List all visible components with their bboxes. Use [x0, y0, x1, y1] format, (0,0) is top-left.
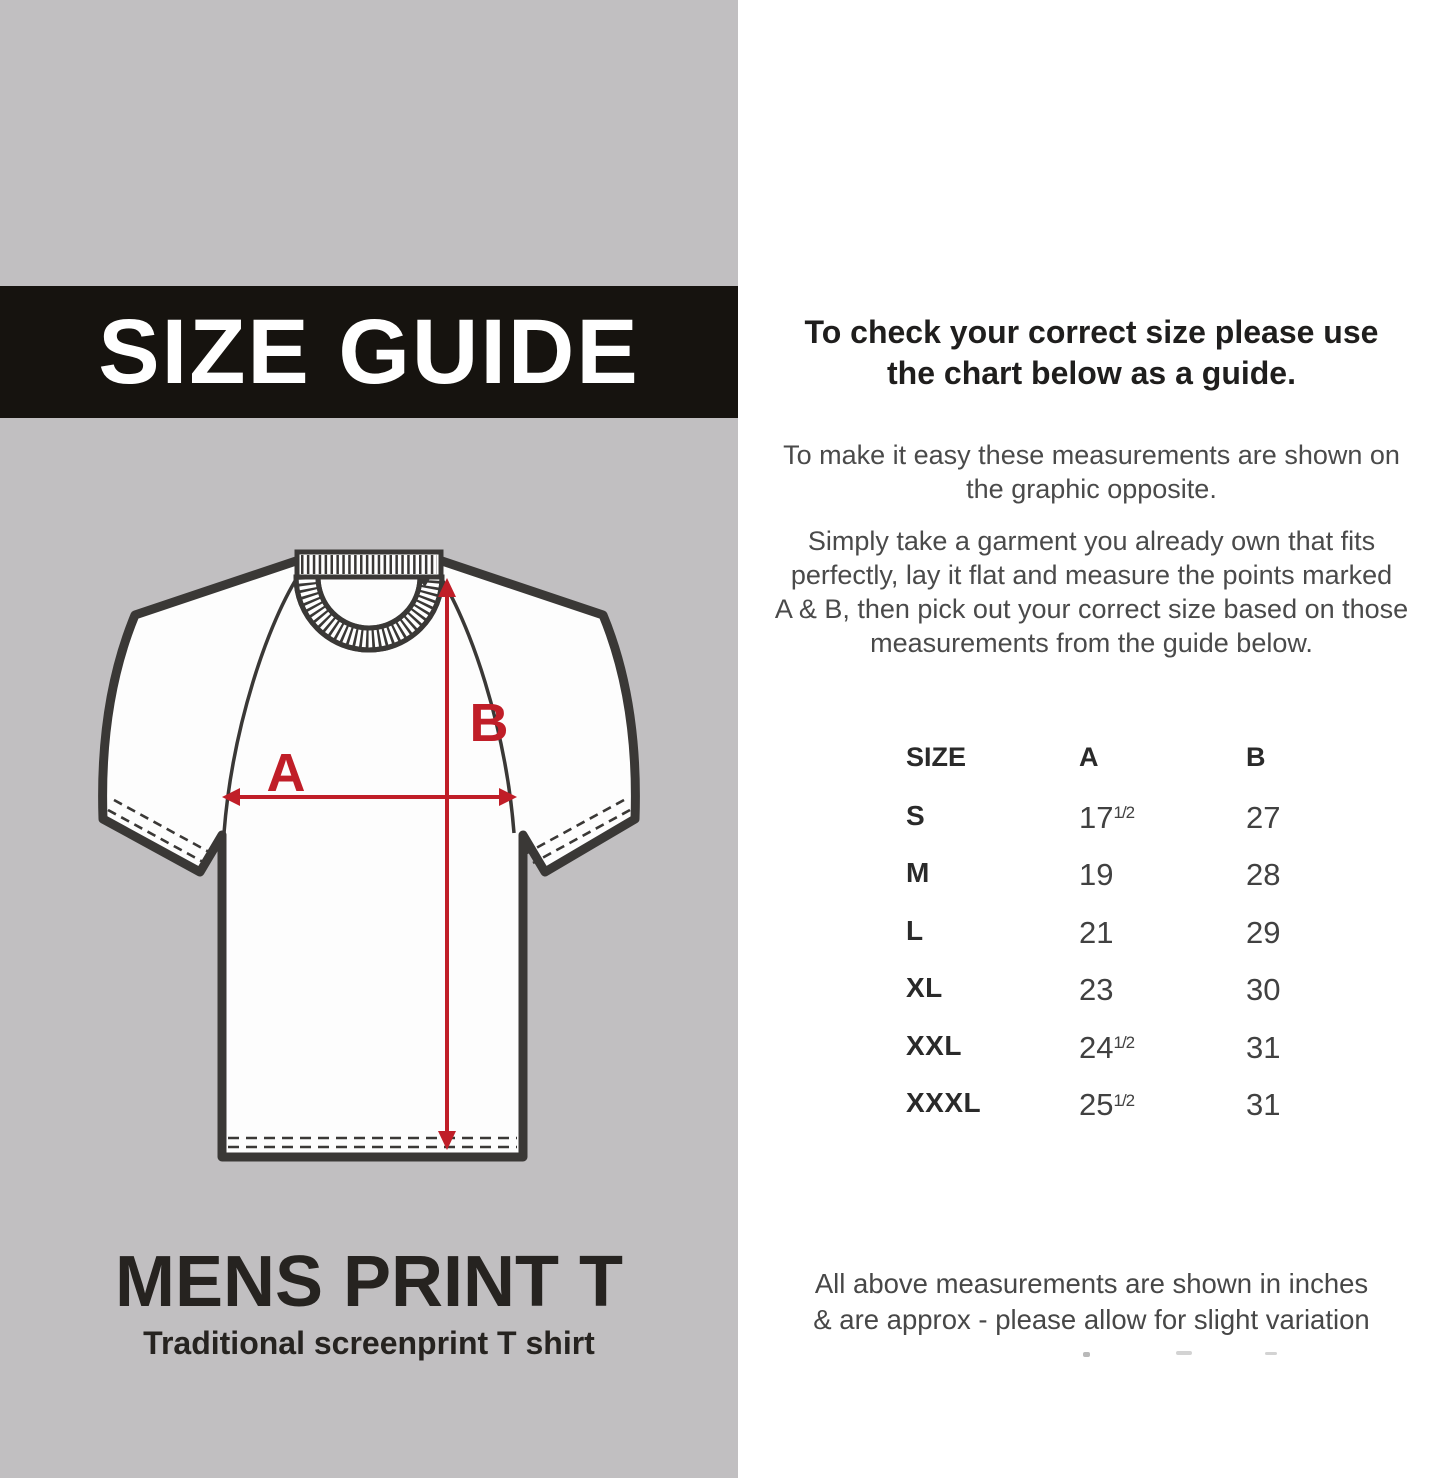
header-a: A — [1079, 742, 1099, 772]
instructions-line-1: Simply take a garment you already own that fits — [807, 526, 1376, 556]
instructions-line-2: perfectly, lay it flat and measure the points marked — [790, 560, 1393, 590]
measure-label-b: B — [469, 693, 509, 753]
tshirt-measurement-diagram — [85, 530, 665, 1190]
value-b: 31 — [1246, 1029, 1281, 1065]
value-b: 27 — [1246, 799, 1281, 835]
value-b: 28 — [1246, 857, 1281, 892]
remnant-mark — [1176, 1351, 1192, 1355]
value-a: $25^{1/2}$ — [1079, 1087, 1135, 1122]
table-row — [906, 972, 1346, 1030]
measure-label-a: A — [266, 743, 306, 803]
right-panel — [738, 0, 1445, 1478]
size-label: XL — [906, 972, 943, 1003]
footnote-line-1: All above measurements are shown in inches — [814, 1268, 1369, 1299]
value-a: $17^{1/2}$ — [1079, 799, 1135, 835]
header-size: SIZE — [906, 742, 967, 772]
table-row — [906, 915, 1346, 973]
intro-line-1: To make it easy these measurements are shown on — [783, 440, 1400, 470]
product-title: MENS PRINT T — [114, 1242, 623, 1322]
size-label: S — [906, 799, 926, 831]
value-b: 29 — [1246, 914, 1281, 950]
value-b: 31 — [1246, 1087, 1281, 1122]
header-b: B — [1246, 742, 1266, 772]
value-b: 30 — [1246, 972, 1281, 1007]
instructions-paragraph — [752, 524, 1431, 660]
size-label: L — [906, 914, 924, 946]
instructions-line-4: measurements from the guide below. — [870, 628, 1313, 658]
size-table-header-row — [906, 742, 1346, 800]
footnote-line-2: & are approx - please allow for slight variation — [813, 1304, 1370, 1335]
size-label: XXL — [906, 1029, 962, 1061]
remnant-mark — [1083, 1352, 1090, 1357]
table-row — [906, 1030, 1346, 1088]
measurements-footnote — [752, 1266, 1431, 1338]
heading-line-1: To check your correct size please use — [804, 314, 1379, 350]
table-row — [906, 800, 1346, 858]
size-label: M — [906, 857, 930, 888]
product-subtitle: Traditional screenprint T shirt — [143, 1325, 595, 1361]
size-guide-title: SIZE GUIDE — [98, 301, 640, 403]
intro-paragraph — [752, 438, 1431, 506]
value-a: $24^{1/2}$ — [1079, 1029, 1135, 1065]
intro-line-2: the graphic opposite. — [966, 474, 1217, 504]
remnant-mark — [1265, 1352, 1277, 1355]
heading-line-2: the chart below as a guide. — [887, 355, 1296, 391]
instructions-line-3: A & B, then pick out your correct size based on those — [774, 594, 1409, 624]
value-a: 19 — [1079, 857, 1114, 892]
size-chart-table — [906, 742, 1346, 1145]
value-a: 23 — [1079, 972, 1114, 1007]
table-row — [906, 1087, 1346, 1145]
size-label: XXXL — [906, 1087, 982, 1118]
size-guide-banner — [0, 286, 738, 418]
value-a: 21 — [1079, 914, 1114, 950]
table-row — [906, 857, 1346, 915]
size-check-heading — [758, 312, 1425, 394]
